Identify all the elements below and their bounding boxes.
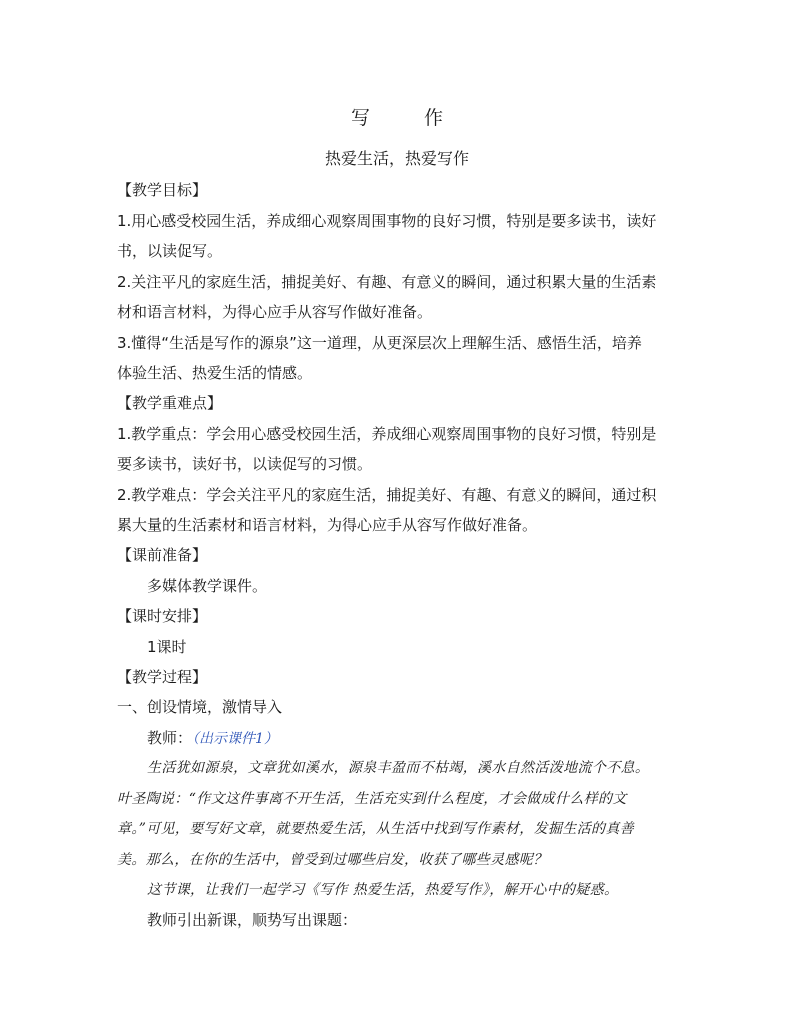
quote-line-2: 叶圣陶说：“作文这件事离不开生活，生活充实到什么程度，才会做成什么样的文	[117, 791, 627, 807]
goal-2-line-2: 材和语言材料，为得心应手从容写作做好准备。	[117, 303, 433, 321]
goal-1-line-1: 1.用心感受校园生活，养成细心观察周围事物的良好习惯，特别是要多读书，读好	[117, 212, 657, 230]
section-header-goals: 【教学目标】	[117, 181, 208, 199]
teacher-note: （出示课件1）	[192, 731, 278, 747]
document-subtitle: 热爱生活，热爱写作	[324, 149, 469, 168]
teacher-label: 教师：	[147, 729, 193, 747]
schedule-text: 1课时	[147, 638, 187, 656]
quote-line-3: 章。”可见，要写好文章，就要热爱生活，从生活中找到写作素材，发掘生活的真善	[117, 821, 635, 837]
section-header-schedule: 【课时安排】	[117, 607, 208, 625]
key-point-2-line-2: 累大量的生活素材和语言材料，为得心应手从容写作做好准备。	[117, 516, 538, 534]
goal-3-line-2: 体验生活、热爱生活的情感。	[117, 364, 313, 382]
document-title: 写 作	[350, 107, 468, 129]
preparation-text: 多媒体教学课件。	[147, 577, 268, 595]
quote-line-4: 美。那么，在你的生活中，曾受到过哪些启发，收获了哪些灵感呢？	[117, 852, 548, 868]
goal-1-line-2: 书，以读促写。	[117, 242, 223, 260]
key-point-2-line-1: 2.教学难点：学会关注平凡的家庭生活，捕捉美好、有趣、有意义的瞬间，通过积	[117, 486, 657, 504]
teacher-line	[147, 728, 278, 749]
section-header-key-points: 【教学重难点】	[117, 394, 223, 412]
quote-line-5: 这节课，让我们一起学习《写作 热爱生活，热爱写作》，解开心中的疑惑。	[147, 882, 619, 898]
key-point-1-line-2: 要多读书，读好书，以读促写的习惯。	[117, 455, 373, 473]
closing-line: 教师引出新课，顺势写出课题：	[147, 911, 358, 929]
goal-2-line-1: 2.关注平凡的家庭生活，捕捉美好、有趣、有意义的瞬间，通过积累大量的生活素	[117, 273, 657, 291]
section-header-preparation: 【课前准备】	[117, 546, 208, 564]
step-1-heading: 一、创设情境，激情导入	[117, 698, 283, 716]
section-header-process: 【教学过程】	[117, 668, 208, 686]
quote-line-1: 生活犹如源泉，文章犹如溪水，源泉丰盈而不枯竭，溪水自然活泼地流个不息。	[147, 760, 650, 776]
goal-3-line-1: 3.懂得“生活是写作的源泉”这一道理，从更深层次上理解生活、感悟生活，培养	[117, 334, 642, 352]
key-point-1-line-1: 1.教学重点：学会用心感受校园生活，养成细心观察周围事物的良好习惯，特别是	[117, 425, 657, 443]
